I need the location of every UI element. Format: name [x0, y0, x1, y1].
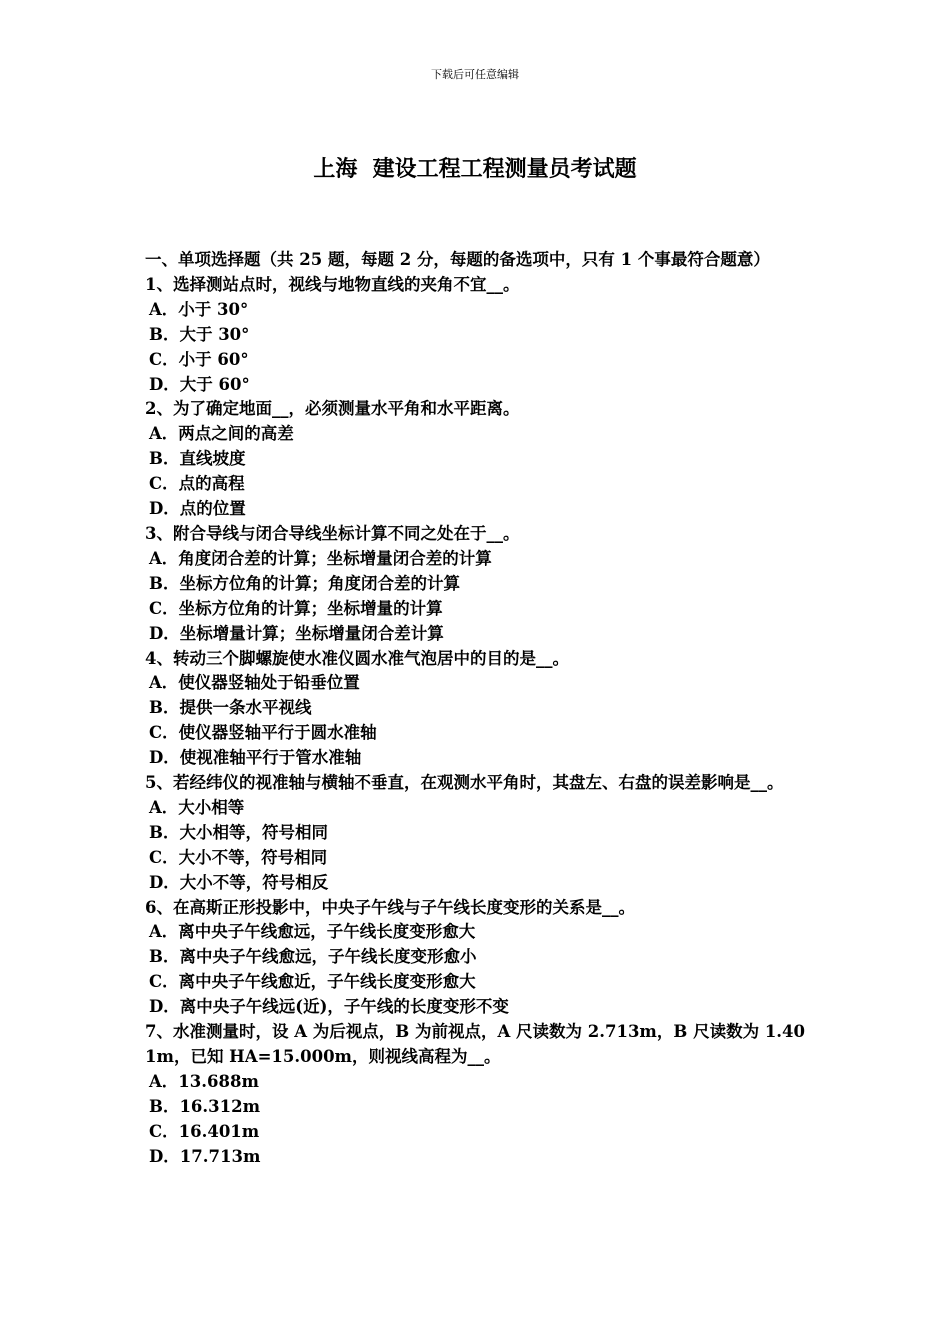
option-a: A．两点之间的高差 — [149, 424, 294, 444]
option-c: C．小于 60° — [149, 349, 249, 369]
option-b: B．大于 30° — [149, 324, 250, 344]
question-stem: 6、在高斯正形投影中，中央子午线与子午线长度变形的关系是__。 — [145, 897, 635, 917]
question-stem: 4、转动三个脚螺旋使水准仪圆水准气泡居中的目的是__。 — [145, 648, 569, 668]
question-stem: 5、若经纬仪的视准轴与横轴不垂直，在观测水平角时，其盘左、右盘的误差影响是__。 — [145, 773, 784, 793]
option-a: A．角度闭合差的计算；坐标增量闭合差的计算 — [149, 548, 492, 568]
option-d: D．17.713m — [149, 1146, 261, 1166]
question-2 — [145, 397, 810, 522]
option-c: C．大小不等，符号相同 — [149, 847, 328, 867]
option-c: C．点的高程 — [149, 474, 245, 494]
option-b: B．直线坡度 — [149, 449, 246, 469]
option-d: D．点的位置 — [149, 499, 246, 519]
option-c: C．离中央子午线愈近，子午线长度变形愈大 — [149, 972, 476, 992]
question-stem: 3、附合导线与闭合导线坐标计算不同之处在于__。 — [145, 523, 520, 543]
question-7 — [145, 1020, 810, 1169]
question-stem: 1、选择测站点时，视线与地物直线的夹角不宜__。 — [145, 274, 520, 294]
option-d: D．大小不等，符号相反 — [149, 872, 329, 892]
question-6 — [145, 896, 810, 1021]
section-heading: 一、单项选择题（共 25 题，每题 2 分，每题的备选项中，只有 1 个事最符合题意） — [145, 250, 770, 269]
option-b: B．提供一条水平视线 — [149, 698, 312, 718]
option-c: C．坐标方位角的计算；坐标增量的计算 — [149, 598, 443, 618]
option-d: D．大于 60° — [149, 374, 250, 394]
option-d: D．离中央子午线远(近)，子午线的长度变形不变 — [149, 997, 509, 1017]
option-b: B．16.312m — [149, 1096, 261, 1116]
option-d: D．坐标增量计算；坐标增量闭合差计算 — [149, 623, 444, 643]
option-a: A．小于 30° — [149, 299, 249, 319]
option-a: A．13.688m — [149, 1071, 259, 1091]
option-a: A．大小相等 — [149, 797, 245, 817]
question-1 — [145, 273, 810, 398]
option-a: A．离中央子午线愈远，子午线长度变形愈大 — [149, 922, 476, 942]
option-c: C．16.401m — [149, 1121, 260, 1141]
header-note: 下载后可任意编辑 — [431, 68, 519, 81]
document-title: 上海 建设工程工程测量员考试题 — [313, 156, 637, 182]
question-stem: 7、水准测量时，设 A 为后视点，B 为前视点，A 尺读数为 2.713m，B 尺读数为 1.401m，已知 HA=15.000m，则视线高程为__。 — [145, 1022, 805, 1066]
option-d: D．使视准轴平行于管水准轴 — [149, 748, 362, 768]
option-b: B．大小相等，符号相同 — [149, 822, 328, 842]
question-3 — [145, 522, 810, 647]
option-c: C．使仪器竖轴平行于圆水准轴 — [149, 723, 377, 743]
question-4 — [145, 647, 810, 772]
exam-content — [145, 248, 810, 1170]
question-5 — [145, 771, 810, 896]
option-b: B．离中央子午线愈远，子午线长度变形愈小 — [149, 947, 477, 967]
question-stem: 2、为了确定地面__，必须测量水平角和水平距离。 — [145, 399, 520, 419]
option-a: A．使仪器竖轴处于铅垂位置 — [149, 673, 360, 693]
option-b: B．坐标方位角的计算；角度闭合差的计算 — [149, 573, 460, 593]
